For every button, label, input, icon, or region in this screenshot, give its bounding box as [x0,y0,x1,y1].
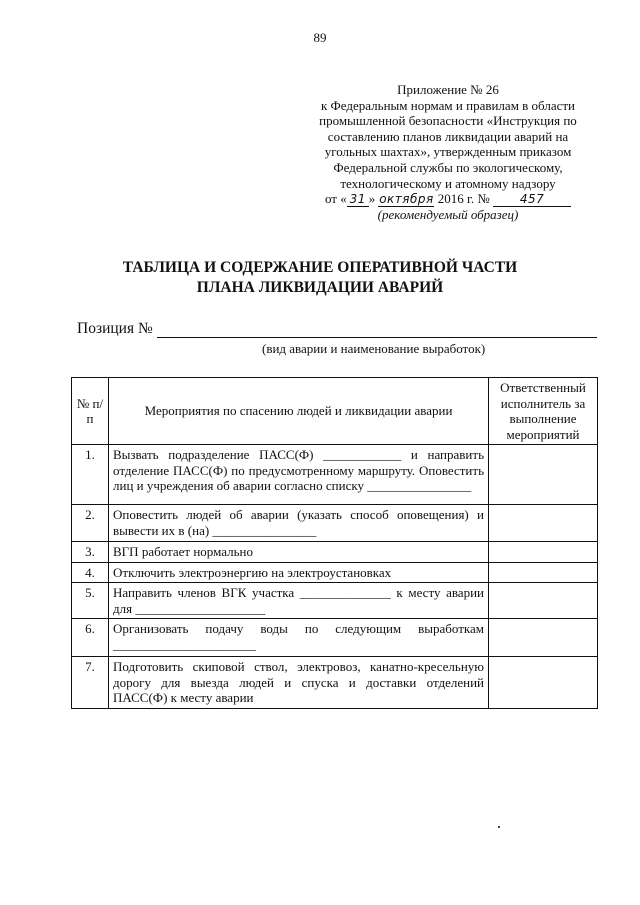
row-responsible [489,505,598,542]
table-row [72,619,598,657]
table-row [72,657,598,709]
table-row [72,445,598,505]
row-text: Подготовить скиповой ствол, электровоз, канатно-кресельную дорогу для выезда людей и спуска и доставки отделений ПАСС(Ф) к месту аварии [109,657,489,709]
row-responsible [489,445,598,505]
row-number: 6. [72,619,109,657]
table-row [72,583,598,619]
row-text: ВГП работает нормально [109,542,489,563]
annex-header [316,82,580,223]
measures-table [71,377,598,709]
scan-speck [498,826,500,828]
row-number: 7. [72,657,109,709]
row-text: Направить членов ВГК участка ______________ к месту аварии для ____________________ [109,583,489,619]
row-number: 3. [72,542,109,563]
row-number: 2. [72,505,109,542]
page-number: 89 [313,30,327,45]
row-responsible [489,562,598,583]
row-responsible [489,657,598,709]
table-header-row [72,378,598,445]
date-year: 2016 г. № [434,191,494,207]
position-label: Позиция № [77,320,153,337]
position-blank [157,322,597,338]
table-row [72,542,598,563]
annex-text-line: угольных шахтах», утвержденным приказом [324,144,572,160]
date-prefix: от « [324,191,347,207]
row-responsible [489,542,598,563]
table-row [72,562,598,583]
date-day: 31 [347,193,369,207]
row-number: 5. [72,583,109,619]
header-responsible: Ответственный исполнитель за выполнение мероприятий [489,378,598,445]
annex-text-line: промышленной безопасности «Инструкция по [319,113,577,129]
header-measures: Мероприятия по спасению людей и ликвидации аварии [109,378,489,445]
recommended-sample-note: (рекомендуемый образец) [377,207,519,223]
position-caption: (вид аварии и наименование выработок) [262,341,486,356]
annex-text-line: технологическому и атомному надзору [340,175,556,191]
annex-text-line: Федеральной службы по экологическому, [333,159,563,175]
row-text: Оповестить людей об аварии (указать способ оповещения) и вывести их в (на) ________________ [109,505,489,542]
annex-date-line [316,191,580,207]
row-text: Отключить электроэнергию на электроустановках [109,562,489,583]
row-number: 1. [72,445,109,505]
date-month: октября [379,192,434,207]
order-number: 457 [493,193,571,207]
row-responsible [489,619,598,657]
title-line-1: ТАБЛИЦА И СОДЕРЖАНИЕ ОПЕРАТИВНОЙ ЧАСТИ [122,259,518,276]
row-text: Организовать подачу воды по следующим выработкам ______________________ [109,619,489,657]
row-text: Вызвать подразделение ПАСС(Ф) ____________ и направить отделение ПАСС(Ф) по предусмотренному маршруту. Оповестить лиц и учреждения об аварии согласно списку ________________ [109,445,489,505]
header-num: № п/п [72,378,109,445]
annex-title: Приложение № 26 [397,82,499,97]
annex-text-line: к Федеральным нормам и правилам в области [320,97,576,113]
document-title [0,258,640,298]
date-mid: » [368,191,376,207]
table-row [72,505,598,542]
row-number: 4. [72,562,109,583]
row-responsible [489,583,598,619]
position-field [77,320,597,338]
annex-text-line: составлению планов ликвидации аварий на [327,128,569,144]
title-line-2: ПЛАНА ЛИКВИДАЦИИ АВАРИЙ [196,279,444,296]
